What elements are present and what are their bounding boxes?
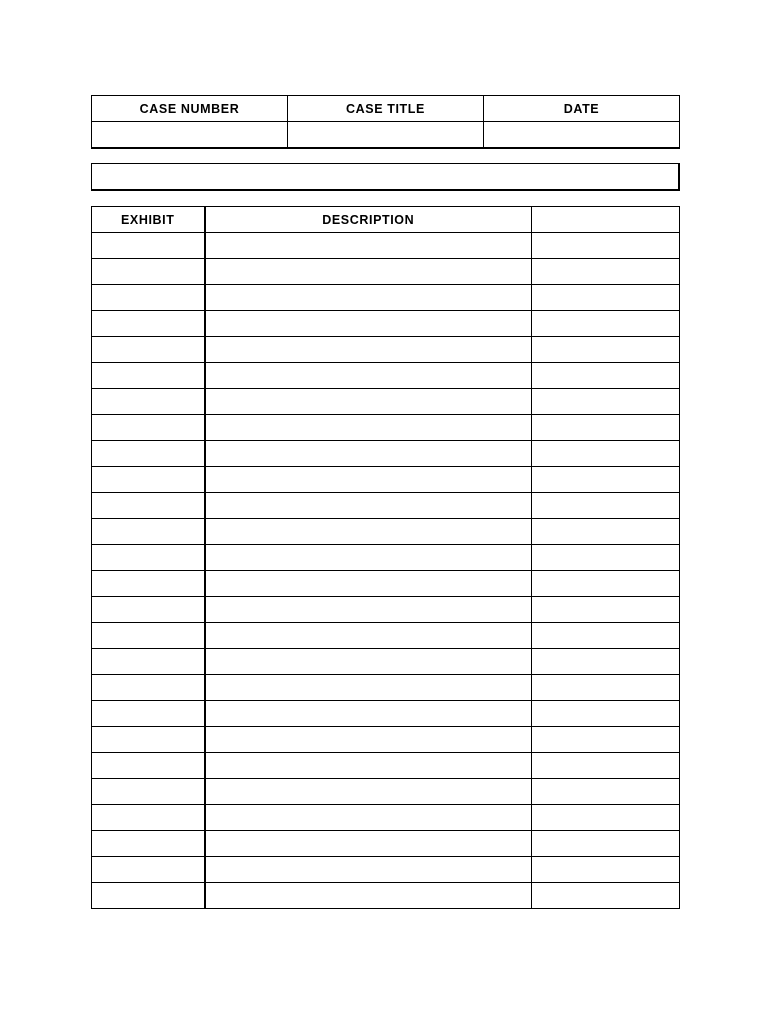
table-row: [92, 857, 680, 883]
exhibit-cell[interactable]: [92, 597, 205, 623]
exhibit-cell[interactable]: [92, 415, 205, 441]
description-cell[interactable]: [205, 519, 532, 545]
exhibit-cell[interactable]: [92, 857, 205, 883]
table-row: [92, 233, 680, 259]
description-cell[interactable]: [205, 805, 532, 831]
exhibit-cell[interactable]: [92, 389, 205, 415]
third-column-cell[interactable]: [532, 311, 680, 337]
exhibit-cell[interactable]: [92, 363, 205, 389]
description-cell[interactable]: [205, 285, 532, 311]
description-cell[interactable]: [205, 545, 532, 571]
description-cell[interactable]: [205, 727, 532, 753]
table-row: [92, 753, 680, 779]
exhibit-cell[interactable]: [92, 259, 205, 285]
table-row: [92, 805, 680, 831]
exhibit-cell[interactable]: [92, 701, 205, 727]
case-number-field[interactable]: [92, 122, 288, 149]
exhibit-cell[interactable]: [92, 337, 205, 363]
description-cell[interactable]: [205, 441, 532, 467]
third-column-cell[interactable]: [532, 337, 680, 363]
table-row: [92, 259, 680, 285]
third-column-cell[interactable]: [532, 623, 680, 649]
exhibit-header: EXHIBIT: [92, 207, 205, 233]
exhibit-cell[interactable]: [92, 883, 205, 909]
description-cell[interactable]: [205, 597, 532, 623]
table-row: [92, 597, 680, 623]
third-column-cell[interactable]: [532, 415, 680, 441]
description-cell[interactable]: [205, 623, 532, 649]
description-cell[interactable]: [205, 415, 532, 441]
third-column-cell[interactable]: [532, 233, 680, 259]
description-cell[interactable]: [205, 857, 532, 883]
exhibit-cell[interactable]: [92, 233, 205, 259]
third-column-cell[interactable]: [532, 779, 680, 805]
third-column-cell[interactable]: [532, 389, 680, 415]
description-cell[interactable]: [205, 363, 532, 389]
exhibit-cell[interactable]: [92, 727, 205, 753]
description-cell[interactable]: [205, 675, 532, 701]
table-row: [92, 649, 680, 675]
case-title-header: CASE TITLE: [288, 96, 484, 122]
exhibit-cell[interactable]: [92, 311, 205, 337]
table-row: [92, 779, 680, 805]
description-cell[interactable]: [205, 753, 532, 779]
description-cell[interactable]: [205, 701, 532, 727]
third-column-cell[interactable]: [532, 441, 680, 467]
date-field[interactable]: [484, 122, 680, 149]
description-cell[interactable]: [205, 571, 532, 597]
exhibit-cell[interactable]: [92, 649, 205, 675]
table-row: [92, 285, 680, 311]
description-cell[interactable]: [205, 779, 532, 805]
exhibit-cell[interactable]: [92, 779, 205, 805]
description-header: DESCRIPTION: [205, 207, 532, 233]
third-column-cell[interactable]: [532, 467, 680, 493]
third-column-cell[interactable]: [532, 571, 680, 597]
table-row: [92, 545, 680, 571]
case-info-table: [91, 95, 680, 149]
exhibit-cell[interactable]: [92, 571, 205, 597]
exhibit-cell[interactable]: [92, 753, 205, 779]
table-row: [92, 623, 680, 649]
exhibit-cell[interactable]: [92, 467, 205, 493]
exhibit-cell[interactable]: [92, 441, 205, 467]
exhibit-cell[interactable]: [92, 519, 205, 545]
exhibit-cell[interactable]: [92, 805, 205, 831]
description-cell[interactable]: [205, 883, 532, 909]
table-row: [92, 363, 680, 389]
third-column-cell[interactable]: [532, 259, 680, 285]
exhibit-cell[interactable]: [92, 675, 205, 701]
table-row: [92, 493, 680, 519]
third-column-cell[interactable]: [532, 805, 680, 831]
third-column-cell[interactable]: [532, 519, 680, 545]
table-row: [92, 415, 680, 441]
exhibit-cell[interactable]: [92, 493, 205, 519]
description-cell[interactable]: [205, 467, 532, 493]
table-row: [92, 701, 680, 727]
exhibit-cell[interactable]: [92, 545, 205, 571]
description-cell[interactable]: [205, 389, 532, 415]
description-cell[interactable]: [205, 493, 532, 519]
third-column-cell[interactable]: [532, 753, 680, 779]
table-row: [92, 727, 680, 753]
third-column-cell[interactable]: [532, 493, 680, 519]
exhibit-header-row: [92, 207, 680, 233]
third-column-cell[interactable]: [532, 831, 680, 857]
table-row: [92, 831, 680, 857]
blank-field-box[interactable]: [91, 163, 680, 191]
description-cell[interactable]: [205, 649, 532, 675]
third-column-cell[interactable]: [532, 701, 680, 727]
third-column-cell[interactable]: [532, 597, 680, 623]
third-column-cell[interactable]: [532, 857, 680, 883]
table-row: [92, 337, 680, 363]
table-row: [92, 883, 680, 909]
description-cell[interactable]: [205, 831, 532, 857]
table-row: [92, 675, 680, 701]
description-cell[interactable]: [205, 233, 532, 259]
table-row: [92, 467, 680, 493]
third-column-cell[interactable]: [532, 649, 680, 675]
third-column-header: [532, 207, 680, 233]
exhibit-table: [91, 206, 680, 909]
description-cell[interactable]: [205, 311, 532, 337]
case-values-row: [92, 122, 680, 149]
third-column-cell[interactable]: [532, 363, 680, 389]
table-row: [92, 311, 680, 337]
description-cell[interactable]: [205, 259, 532, 285]
table-row: [92, 571, 680, 597]
date-header: DATE: [484, 96, 680, 122]
table-row: [92, 441, 680, 467]
case-header-row: [92, 96, 680, 122]
exhibit-cell[interactable]: [92, 285, 205, 311]
third-column-cell[interactable]: [532, 727, 680, 753]
third-column-cell[interactable]: [532, 883, 680, 909]
third-column-cell[interactable]: [532, 675, 680, 701]
exhibit-cell[interactable]: [92, 623, 205, 649]
table-row: [92, 389, 680, 415]
third-column-cell[interactable]: [532, 285, 680, 311]
case-number-header: CASE NUMBER: [92, 96, 288, 122]
exhibit-cell[interactable]: [92, 831, 205, 857]
description-cell[interactable]: [205, 337, 532, 363]
table-row: [92, 519, 680, 545]
third-column-cell[interactable]: [532, 545, 680, 571]
case-title-field[interactable]: [288, 122, 484, 149]
